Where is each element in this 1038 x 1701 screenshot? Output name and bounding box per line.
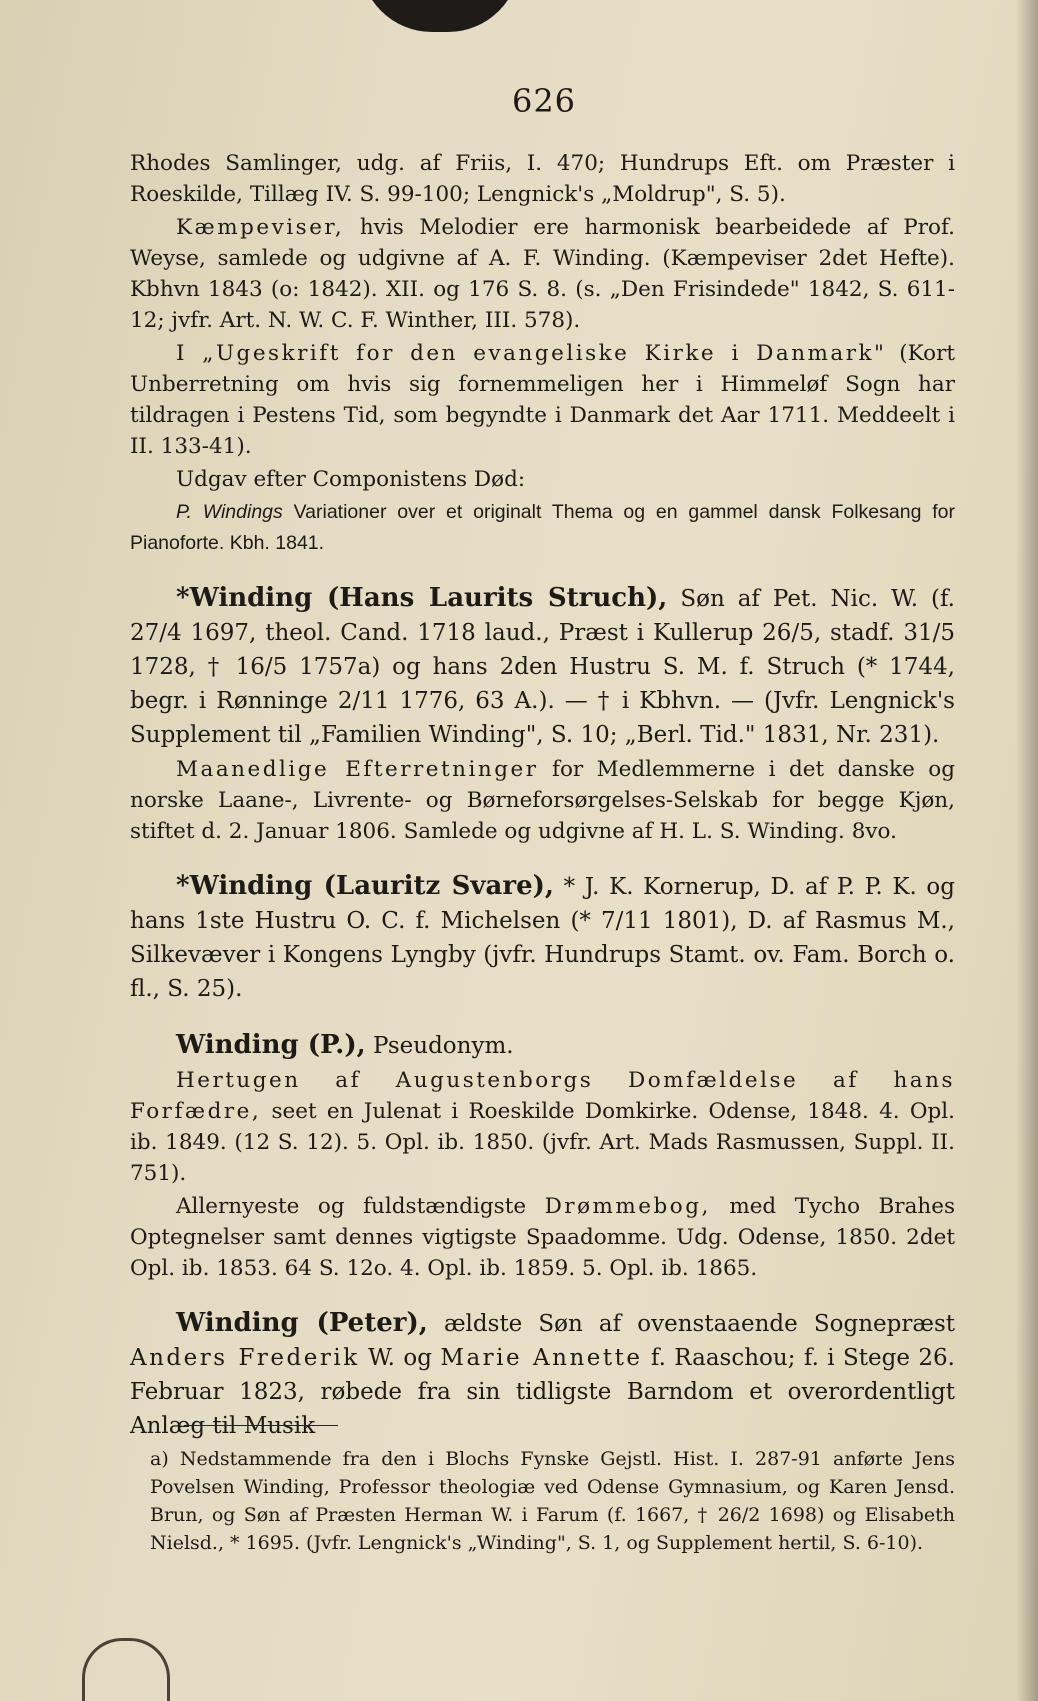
entry-heading-winding-p: Winding (P.), (176, 1030, 366, 1060)
footnote-divider (184, 1425, 338, 1426)
title-hertugen: Hertugen af Augustenborgs Domfældelse af hans Forfædre, (130, 1068, 955, 1124)
bookmark-arch (82, 1638, 170, 1701)
title-ugeskrift: I „Ugeskrift for den evangeliske Kirke i Danmark" (176, 341, 887, 366)
page-number: 626 (511, 82, 577, 120)
entry-heading-peter: Winding (Peter), (176, 1308, 428, 1338)
entry-peter (130, 1306, 955, 1443)
text-maanedlige: for Medlemmerne i det danske og norske Laane-, Livrente- og Børneforsørgelses-Selskab for begge Kjøn, stiftet d. 2. Januar 1806. Samlede og udgivne af H. L. S. Winding. 8vo. (130, 757, 956, 844)
title-kaempeviser: Kæmpeviser, (176, 215, 345, 240)
title-maanedlige: Maanedlige Efterretninger (176, 757, 539, 782)
entry-text-hans-laurits: Søn af Pet. Nic. W. (f. 27/4 1697, theol. Cand. 1718 laud., Præst i Kullerup 26/5, stadf. 31/5 1728, † 16/5 1757a) og hans 2den Hustru S. M. f. Struch (* 1744, begr. i Rønninge 2/11 1776, 63 A.). — † i Kbhvn. — (Jvfr. Lengnick's Supplement til „Familien Winding", S. 10; „Berl. Tid." 1831, Nr. 231). (130, 586, 955, 748)
text-variationer: Variationer over et originalt Thema og en gammel dansk Folkesang for Pianoforte. Kbh. 1841. (130, 501, 955, 554)
entry-text-peter-b: W. og (359, 1345, 441, 1371)
binding-shadow-top (360, 0, 520, 32)
entry-text-winding-p: Pseudonym. (365, 1033, 514, 1059)
text-droemmebog-lead: Allernyeste og fuldstændigste (176, 1194, 545, 1219)
paragraph-rhodes: Rhodes Samlinger, udg. af Friis, I. 470; Hundrups Eft. om Præster i Roeskilde, Tillæg IV. S. 99-100; Lengnick's „Moldrup", S. 5). (130, 151, 955, 207)
paragraph-maanedlige (130, 754, 955, 847)
entry-heading-hans-laurits: *Winding (Hans Laurits Struch), (176, 583, 668, 613)
name-anders-frederik: Anders Frederik (130, 1345, 360, 1371)
entry-heading-lauritz-svare: *Winding (Lauritz Svare), (176, 871, 554, 901)
entry-hans-laurits (130, 581, 955, 752)
entry-text-peter-a: ældste Søn af ovenstaaende Sognepræst (427, 1311, 956, 1337)
footnote-a: a) Nedstammende fra den i Blochs Fynske Gejstl. Hist. I. 287-91 anførte Jens Povelsen Winding, Professor theologiæ ved Odense Gymnasium, og Karen Jensd. Brun, og Søn af Præsten Herman W. i Farum (f. 1667, † 26/2 1698) og Elisabeth Nielsd., * 1695. (Jvfr. Lengnick's „Winding", S. 1, og Supplement hertil, S. 6-10). (150, 1448, 955, 1554)
text-hertugen: seet en Julenat i Roeskilde Domkirke. Odense, 1848. 4. Opl. ib. 1849. (12 S. 12). 5. Opl. ib. 1850. (jvfr. Art. Mads Rasmussen, Suppl. II. 751). (130, 1099, 955, 1186)
main-text (130, 148, 955, 1445)
paragraph-droemmebog (130, 1191, 955, 1284)
entry-text-peter-c: f. Raaschou; f. i Stege 26. Februar 1823, røbede fra sin tidligste Barndom et overordentligt Anlæg til Musik (130, 1345, 955, 1439)
entry-winding-p (130, 1028, 955, 1063)
author-windings: P. Windings (176, 501, 283, 523)
text-droemmebog: med Tycho Brahes Optegnelser samt dennes vigtigste Spaadomme. Udg. Odense, 1850. 2det Opl. ib. 1853. 64 S. 12o. 4. Opl. ib. 1859. 5. Opl. ib. 1865. (130, 1194, 955, 1281)
paragraph-kaempeviser (130, 212, 955, 336)
text-ugeskrift: (Kort Unberretning om hvis sig fornemmeligen her i Himmeløf Sogn har tildragen i Pestens Tid, som begyndte i Danmark det Aar 1711. Meddeelt i II. 133-41). (130, 341, 955, 459)
title-droemmebog: Drømmebog, (544, 1194, 711, 1219)
paragraph-udgav: Udgav efter Componistens Død: (176, 467, 526, 492)
entry-text-lauritz-svare: * J. K. Kornerup, D. af P. P. K. og hans 1ste Hustru O. C. f. Michelsen (* 7/11 1801), D. af Rasmus M., Silkevæver i Kongens Lyngby (jvfr. Hundrups Stamt. ov. Fam. Borch o. fl., S. 25). (130, 874, 956, 1002)
entry-lauritz-svare (130, 869, 955, 1006)
paragraph-variationer (130, 497, 955, 559)
paragraph-hertugen (130, 1065, 955, 1189)
text-kaempeviser: hvis Melodier ere harmonisk bearbeidede af Prof. Weyse, samlede og udgivne af A. F. Winding. (Kæmpeviser 2det Hefte). Kbhvn 1843 (o: 1842). XII. og 176 S. 8. (s. „Den Frisindede" 1842, S. 611-12; jvfr. Art. N. W. C. F. Winther, III. 578). (130, 215, 955, 333)
page-edge-shadow (1016, 0, 1038, 1701)
paragraph-ugeskrift (130, 338, 955, 462)
name-marie-annette: Marie Annette (440, 1345, 643, 1371)
